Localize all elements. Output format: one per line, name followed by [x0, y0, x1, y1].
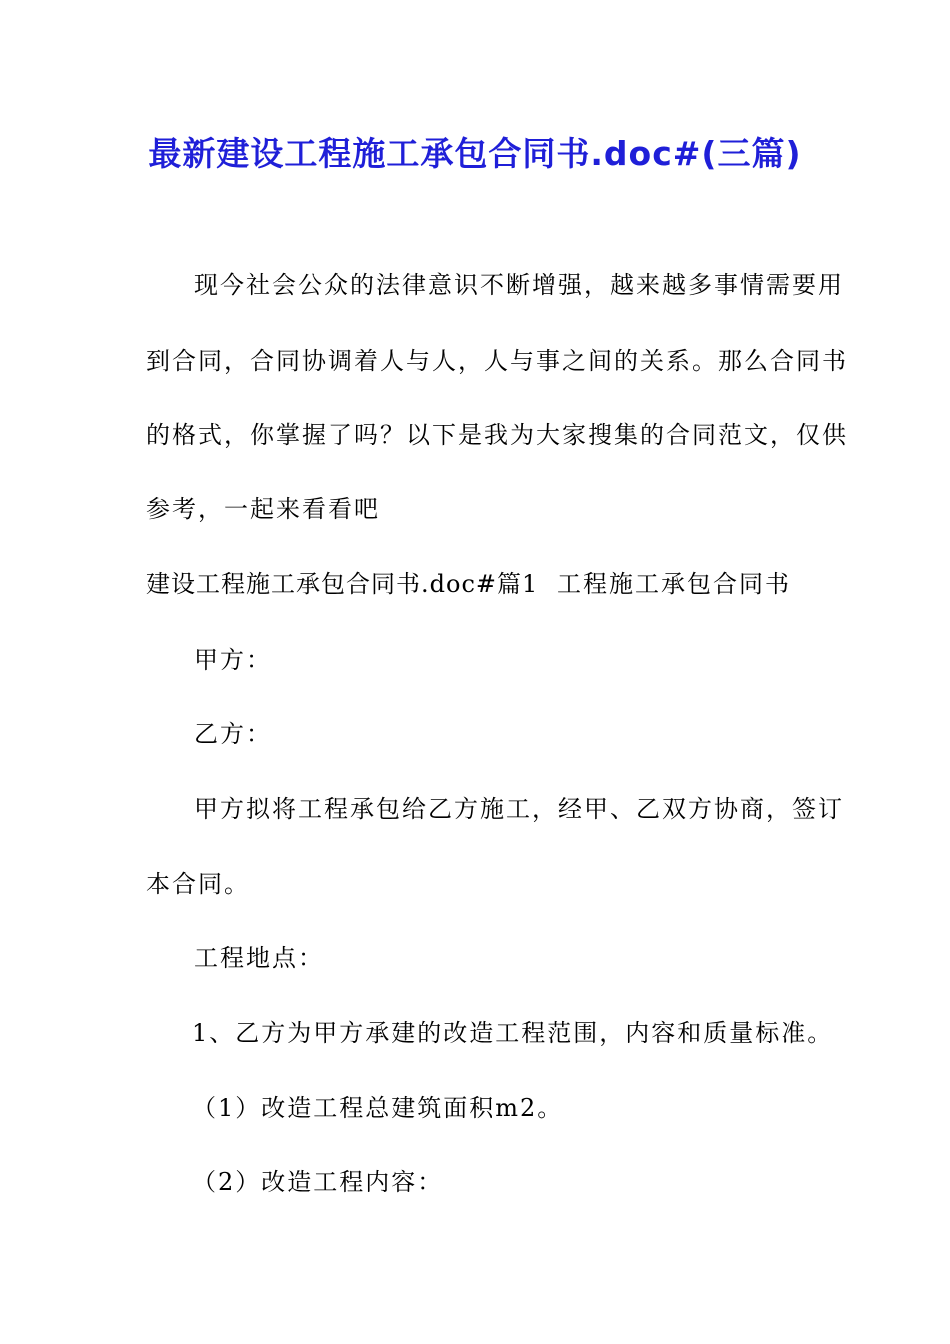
intro-line-1: 现今社会公众的法律意识不断增强，越来越多事情需要用	[194, 271, 844, 299]
section-subtitle: 工程施工承包合同书	[557, 570, 791, 598]
clause-1-2: （2）改造工程内容：	[192, 1168, 444, 1196]
intro-line-4: 参考，一起来看看吧	[146, 495, 380, 523]
clause-1-1: （1）改造工程总建筑面积m2。	[192, 1094, 564, 1122]
party-a-label: 甲方：	[194, 646, 272, 674]
document-title: 最新建设工程施工承包合同书.doc#(三篇)	[148, 134, 802, 173]
intro-line-3: 的格式，你掌握了吗？以下是我为大家搜集的合同范文，仅供	[146, 421, 848, 449]
intro-line-2: 到合同，合同协调着人与人，人与事之间的关系。那么合同书	[146, 347, 848, 375]
party-b-label: 乙方：	[194, 720, 272, 748]
location-label: 工程地点：	[194, 944, 324, 972]
section-heading: 建设工程施工承包合同书.doc#篇1	[146, 570, 539, 598]
clause-1: 1、乙方为甲方承建的改造工程范围，内容和质量标准。	[192, 1019, 834, 1047]
agreement-line-2: 本合同。	[146, 870, 250, 898]
agreement-line-1: 甲方拟将工程承包给乙方施工，经甲、乙双方协商，签订	[194, 795, 844, 823]
